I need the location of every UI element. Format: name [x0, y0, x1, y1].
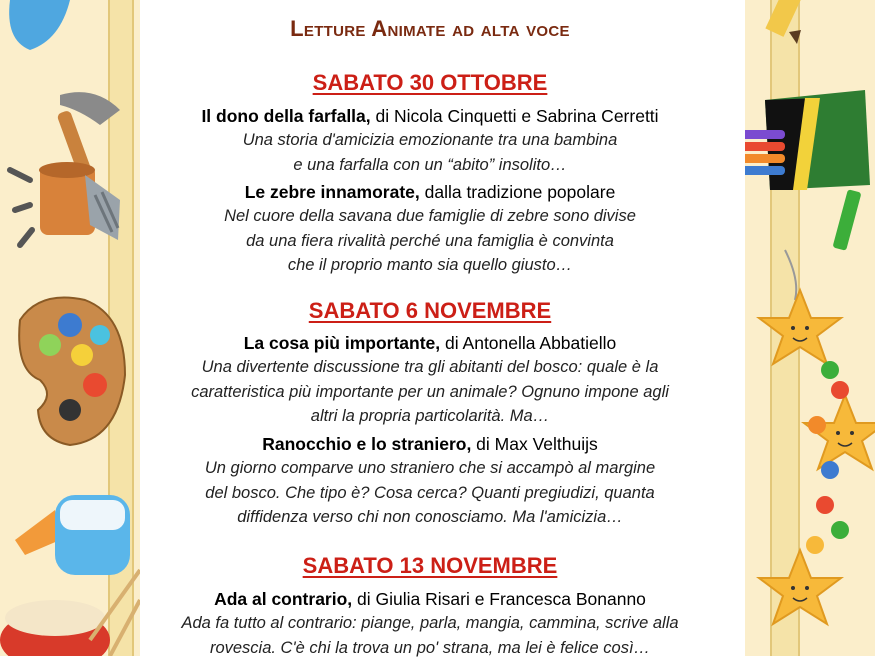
book-entry: [120, 331, 740, 355]
description-line: Nel cuore della savana due famiglie di zebre sono divise: [120, 204, 740, 229]
book-title: Ada al contrario,: [214, 589, 352, 609]
event-date: SABATO 13 NOVEMBRE: [120, 553, 740, 579]
book-description: [120, 128, 740, 177]
right-craft-decorations: [745, 0, 875, 656]
book-entry: [120, 104, 740, 128]
description-line: diffidenza verso chi non conosciamo. Ma l'amicizia…: [120, 505, 740, 530]
description-line: Una storia d'amicizia emozionante tra una bambina: [120, 128, 740, 153]
description-line: Un giorno comparve uno straniero che si accampò al margine: [120, 456, 740, 481]
event-date: SABATO 6 NOVEMBRE: [120, 298, 740, 324]
book-author: di Antonella Abbatiello: [440, 333, 616, 353]
book-description: [120, 204, 740, 278]
crayons-icon: [745, 90, 870, 251]
program-content: [120, 0, 740, 656]
description-line: altri la propria particolarità. Ma…: [120, 404, 740, 429]
pencil-icon: [765, 0, 802, 44]
series-title: Letture Animate ad alta voce: [120, 16, 740, 42]
description-line: che il proprio manto sia quello giusto…: [120, 253, 740, 278]
glue-stick-icon: [15, 495, 130, 575]
book-author: di Max Velthuijs: [471, 434, 597, 454]
book-entry: [120, 180, 740, 204]
description-line: del bosco. Che tipo è? Cosa cerca? Quanti pregiudizi, quanta: [120, 481, 740, 506]
book-title: Il dono della farfalla,: [201, 106, 370, 126]
drum-icon: [0, 570, 140, 656]
paint-palette-icon: [19, 298, 125, 446]
book-author: di Giulia Risari e Francesca Bonanno: [352, 589, 646, 609]
description-line: Ada fa tutto al contrario: piange, parla, mangia, cammina, scrive alla: [120, 611, 740, 636]
book-title: La cosa più importante,: [244, 333, 440, 353]
star-garland-icon: [759, 250, 875, 624]
left-craft-decorations: [0, 0, 140, 656]
description-line: e una farfalla con un “abito” insolito…: [120, 153, 740, 178]
book-entry: [120, 587, 740, 611]
kitchen-utensils-icon: [39, 92, 120, 240]
book-entry: [120, 432, 740, 456]
book-description: [120, 611, 740, 660]
description-line: da una fiera rivalità perché una famiglia è convinta: [120, 229, 740, 254]
description-line: Una divertente discussione tra gli abitanti del bosco: quale è la: [120, 355, 740, 380]
book-description: [120, 355, 740, 429]
event-date: SABATO 30 OTTOBRE: [120, 70, 740, 96]
description-line: rovescia. C'è chi la trova un po' strana, ma lei è felice così…: [120, 636, 740, 660]
description-line: caratteristica più importante per un animale? Ognuno impone agli: [120, 380, 740, 405]
book-author: dalla tradizione popolare: [420, 182, 616, 202]
book-description: [120, 456, 740, 530]
book-title: Le zebre innamorate,: [245, 182, 420, 202]
book-author: di Nicola Cinquetti e Sabrina Cerretti: [371, 106, 659, 126]
book-title: Ranocchio e lo straniero,: [262, 434, 471, 454]
sparkle-lines-icon: [10, 170, 32, 245]
blue-ribbon-icon: [9, 0, 70, 50]
